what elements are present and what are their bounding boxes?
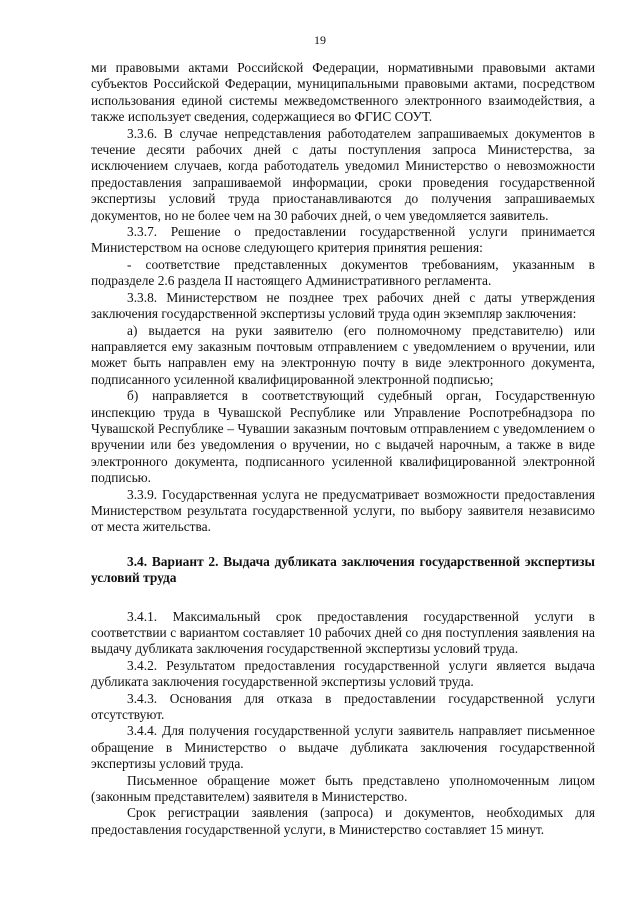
paragraph-continuation: ми правовыми актами Российской Федерации, нормативными правовыми актами субъектов Российской Федерации, муниципальными правовыми актами, посредством использования единой системы межведомственного электронного взаимодействия, а также использует сведения, содержащиеся во ФГИС СОУТ.	[91, 60, 595, 125]
paragraph-3-3-9: 3.3.9. Государственная услуга не предусматривает возможности предоставления Министерством результата государственной услуги, по выбору заявителя независимо от места жительства.	[91, 486, 595, 535]
paragraph-written-request: Письменное обращение может быть представлено уполномоченным лицом (законным представителем) заявителя в Министерство.	[91, 772, 595, 805]
document-body	[91, 60, 595, 838]
paragraph-3-3-8: 3.3.8. Министерством не позднее трех рабочих дней с даты утверждения заключения государственной экспертизы условий труда один экземпляр заключения:	[91, 289, 595, 322]
paragraph-3-4-1: 3.4.1. Максимальный срок предоставления государственной услуги в соответствии с вариантом составляет 10 рабочих дней со дня поступления заявления на выдачу дубликата заключения государственной экспертизы условий труда.	[91, 608, 595, 657]
paragraph-item-a: а) выдается на руки заявителю (его полномочному представителю) или направляется ему заказным почтовым отправлением с уведомлением о вручении, или может быть направлен ему на электронную почту в виде электронного документа, подписанного усиленной квалифицированной электронной подписью;	[91, 322, 595, 387]
paragraph-3-4-4: 3.4.4. Для получения государственной услуги заявитель направляет письменное обращение в Министерство о выдаче дубликата заключения государственной экспертизы условий труда.	[91, 723, 595, 772]
paragraph-3-4-2: 3.4.2. Результатом предоставления государственной услуги является выдача дубликата заключения государственной экспертизы условий труда.	[91, 657, 595, 690]
paragraph-3-4-3: 3.4.3. Основания для отказа в предоставлении государственной услуги отсутствуют.	[91, 690, 595, 723]
paragraph-3-3-7: 3.3.7. Решение о предоставлении государственной услуги принимается Министерством на основе следующего критерия принятия решения:	[91, 224, 595, 256]
paragraph-3-3-6: 3.3.6. В случае непредставления работодателем запрашиваемых документов в течение десяти рабочих дней с даты поступления запроса Министерства, за исключением случаев, когда работодатель уведомил Министерство о невозможности предоставления запрашиваемой информации, сроки проведения государственной экспертизы условий труда приостанавливаются до получения запрашиваемых документов, но не более чем на 30 рабочих дней, о чем уведомляется заявитель.	[91, 125, 595, 223]
paragraph-item-b: б) направляется в соответствующий судебный орган, Государственную инспекцию труда в Чувашской Республике или Управление Роспотребнадзора по Чувашской Республике – Чувашии заказным почтовым отправлением с уведомлением о вручении или без уведомления о вручении, но с выдачей нарочным, а также в виде электронного документа, подписанного усиленной квалифицированной электронной подписью.	[91, 388, 595, 486]
page-number: 19	[314, 33, 326, 47]
paragraph-criterion: - соответствие представленных документов требованиям, указанным в подразделе 2.6 раздела II настоящего Административного регламента.	[91, 256, 595, 289]
paragraph-registration-term: Срок регистрации заявления (запроса) и документов, необходимых для предоставления государственной услуги, в Министерство составляет 15 минут.	[91, 805, 595, 837]
section-heading-3-4: 3.4. Вариант 2. Выдача дубликата заключения государственной экспертизы условий труда	[91, 553, 595, 586]
